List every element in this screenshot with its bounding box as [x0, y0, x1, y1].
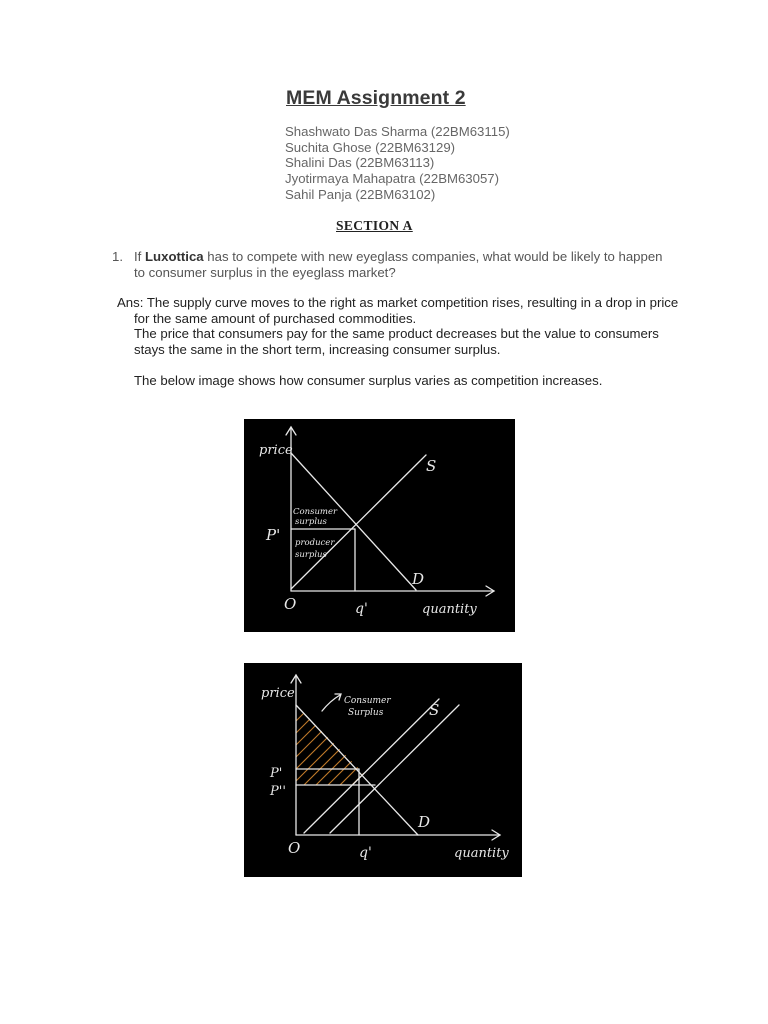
- question-number: 1.: [112, 249, 123, 264]
- answer-paragraph: The below image shows how consumer surplus varies as competition increases.: [134, 372, 603, 388]
- quantity-axis-label: quantity: [422, 602, 477, 617]
- company-name: Luxottica: [145, 249, 204, 264]
- quantity-marker: q': [359, 845, 372, 861]
- price-marker: P': [270, 766, 283, 781]
- consumer-surplus-label: surplus: [295, 517, 327, 527]
- price-axis-label: price: [259, 443, 293, 458]
- answer-paragraph: The price that consumers pay for the same product decreases but the value to consumers stays the same in the short term, increasing consumer surplus.: [134, 326, 659, 357]
- supply-label: S: [429, 701, 440, 719]
- diagram-canvas: [244, 663, 522, 877]
- producer-surplus-label: surplus: [295, 550, 327, 560]
- author-name: Jyotirmaya Mahapatra (22BM63057): [285, 171, 500, 187]
- competition-surplus-diagram: [244, 663, 522, 877]
- price-marker: P': [266, 526, 281, 544]
- consumer-surplus-label: Surplus: [348, 708, 384, 718]
- consumer-surplus-label: Consumer: [293, 507, 338, 517]
- demand-label: D: [412, 570, 425, 588]
- demand-label: D: [418, 813, 431, 831]
- question-prefix: If: [134, 249, 145, 264]
- demand-curve: [296, 705, 418, 835]
- author-name: Shashwato Das Sharma (22BM63115): [285, 124, 510, 139]
- author-name: Sahil Panja (22BM63102): [285, 186, 436, 202]
- price-axis-label: price: [261, 686, 295, 701]
- author-list: [285, 124, 510, 203]
- origin-label: O: [288, 839, 301, 857]
- quantity-axis-label: quantity: [454, 846, 509, 861]
- document-title: MEM Assignment 2: [286, 87, 466, 109]
- question-text: [134, 249, 674, 280]
- consumer-surplus-label: Consumer: [344, 696, 391, 706]
- answer-paragraph: Ans: The supply curve moves to the right as market competition rises, resulting in a drop in price for the same amount of purchased commodities.: [117, 295, 679, 326]
- quantity-marker: q': [355, 601, 368, 617]
- section-heading: SECTION A: [336, 218, 413, 233]
- producer-surplus-label: producer: [295, 538, 335, 548]
- origin-label: O: [284, 595, 297, 613]
- supply-label: S: [426, 457, 437, 475]
- answer-block: [117, 295, 687, 389]
- supply-demand-diagram: [244, 419, 515, 632]
- diagram-canvas: [244, 419, 515, 632]
- new-price-marker: P'': [270, 784, 286, 799]
- author-name: Shalini Das (22BM63113): [285, 155, 435, 171]
- surplus-pointer-arrow: [322, 695, 340, 711]
- question-body: has to compete with new eyeglass companies, what would be likely to happen to consumer surplus in the eyeglass market?: [134, 249, 663, 280]
- author-name: Suchita Ghose (22BM63129): [285, 139, 456, 155]
